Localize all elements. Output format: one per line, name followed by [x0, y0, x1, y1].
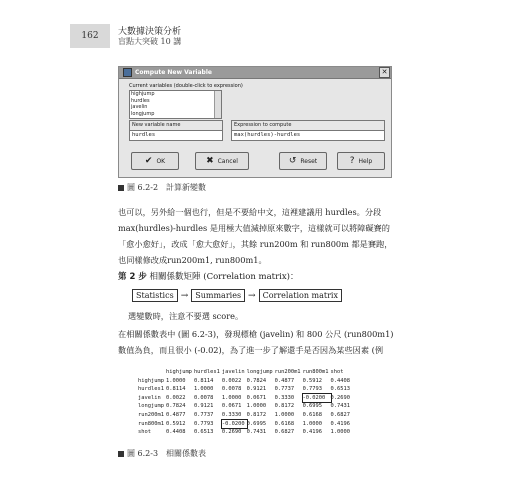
- book-subtitle: 盲點大突破 10 講: [118, 37, 182, 46]
- current-variables-label: Current variables (double-click to expression): [129, 83, 243, 89]
- table-cell: 0.8172: [274, 403, 295, 410]
- table-row: [138, 420, 352, 429]
- highlighted-cell: -0.0200: [303, 394, 331, 403]
- table-cell: 1.0000: [330, 429, 351, 436]
- table-cell: 0.4408: [165, 429, 186, 436]
- table-cell: 0.0022: [221, 377, 242, 384]
- expression-label: Expression to compute: [231, 120, 385, 131]
- table-cell: 0.7793: [193, 420, 214, 427]
- table-cell: 0.7824: [246, 377, 267, 384]
- dialog-title: Compute New Variable: [135, 69, 212, 76]
- table-cell: highjump: [138, 377, 164, 384]
- help-button[interactable]: [337, 152, 385, 170]
- highlighted-cell: -0.0200: [221, 420, 245, 427]
- check-icon: ✔: [144, 156, 153, 166]
- step-label: 第 2 步: [118, 272, 147, 282]
- paragraph: 在相關係數表中 (圖 6.2-3)，發現標槍 (javelin) 和 800 公尺 (run800m1) 數值為負，而且很小 (-0.02)，為了進一步了解還手是否因為某些因素 (例: [118, 329, 394, 355]
- table-cell: 0.9121: [193, 403, 214, 410]
- list-item[interactable]: highjump: [131, 91, 155, 97]
- list-item[interactable]: javelin: [131, 104, 148, 110]
- variables-list[interactable]: [129, 90, 222, 119]
- table-cell: 0.5912: [165, 420, 186, 427]
- table-cell: 1.0000: [221, 394, 242, 401]
- figure-caption-text: 圖 6.2-3 相關係數表: [127, 449, 207, 458]
- compute-new-variable-dialog: [118, 66, 392, 178]
- menu-path: [132, 289, 342, 302]
- scrollbar[interactable]: [214, 91, 221, 118]
- paragraph: 也可以，另外給一個也行，但是不要給中文，這裡建議用 hurdles。分段 max(hurdles)-hurdles 是用極大值減掉原來數字，這樣就可以將障礙賽的「愈小愈好」，改成「愈大愈好」，其餘 run200m 和 run800m 都是賽跑，也同樣修改成run200m1, run800m1。: [118, 207, 393, 265]
- table-cell: 0.7824: [165, 403, 186, 410]
- table-cell: 0.8114: [193, 377, 214, 384]
- new-variable-label: New variable name: [129, 120, 223, 131]
- column-header: highjump: [165, 369, 192, 375]
- table-cell: 0.8114: [165, 386, 186, 393]
- table-cell: 0.8172: [246, 411, 267, 418]
- table-row: [138, 402, 352, 411]
- table-cell: 0.2690: [330, 394, 351, 401]
- table-cell: 0.4196: [302, 429, 323, 436]
- arrow-right-icon: →: [180, 290, 189, 301]
- column-header: run200m1: [274, 369, 301, 375]
- ok-button[interactable]: [131, 152, 179, 170]
- table-cell: 0.6513: [330, 386, 351, 393]
- app-icon: [123, 68, 132, 77]
- help-label: Help: [358, 157, 373, 165]
- cancel-label: Cancel: [217, 157, 238, 165]
- table-cell: 0.4877: [165, 411, 186, 418]
- table-row: [138, 394, 352, 403]
- menu-path-item: Statistics: [132, 289, 178, 302]
- figure-caption-text: 圖 6.2-2 計算新變數: [127, 183, 207, 192]
- reset-label: Reset: [300, 157, 318, 165]
- menu-path-item: Summaries: [191, 289, 245, 302]
- table-cell: 0.6827: [274, 429, 295, 436]
- table-row: [138, 411, 352, 420]
- close-icon[interactable]: ✕: [379, 67, 390, 78]
- table-cell: 0.0671: [246, 394, 267, 401]
- table-cell: 0.6995: [302, 403, 323, 410]
- table-cell: 0.6827: [330, 411, 351, 418]
- column-header: hurdles1: [193, 369, 220, 375]
- table-cell: 0.2690: [221, 429, 242, 436]
- table-cell: 0.0022: [165, 394, 186, 401]
- table-cell: 0.0671: [221, 403, 242, 410]
- table-cell: 1.0000: [302, 420, 323, 427]
- correlation-matrix: [138, 368, 352, 437]
- column-header: shot: [330, 369, 344, 375]
- table-cell: longjump: [138, 403, 164, 410]
- table-cell: 0.7737: [274, 386, 295, 393]
- list-item[interactable]: hurdles: [131, 97, 150, 104]
- table-cell: 0.4408: [330, 377, 351, 384]
- dialog-titlebar: [119, 67, 391, 79]
- list-item[interactable]: longjump: [131, 110, 155, 117]
- table-cell: run200m1: [138, 411, 164, 418]
- ok-label: OK: [156, 157, 166, 165]
- reset-icon: ↺: [288, 156, 297, 166]
- help-icon: ?: [349, 156, 355, 166]
- table-cell: 0.7431: [246, 429, 267, 436]
- figure-caption: [118, 182, 206, 193]
- table-cell: 0.6513: [193, 429, 214, 436]
- table-cell: 1.0000: [193, 386, 214, 393]
- table-cell: 0.7431: [330, 403, 351, 410]
- table-cell: 0.6168: [274, 420, 295, 427]
- page-number: 162: [70, 24, 110, 48]
- table-header-row: [138, 368, 352, 377]
- reset-button[interactable]: [279, 152, 327, 170]
- table-cell: 0.6995: [246, 420, 267, 427]
- table-row: [138, 385, 352, 394]
- table-cell: 0.5912: [302, 377, 323, 384]
- menu-path-item: Correlation matrix: [259, 289, 342, 302]
- column-header: run800m1: [302, 369, 329, 375]
- book-title: 大數據決策分析: [118, 27, 182, 37]
- column-header: javelin: [221, 369, 245, 375]
- table-cell: 0.7793: [302, 386, 323, 393]
- step-heading: [118, 270, 299, 282]
- table-cell: hurdles1: [138, 386, 164, 393]
- step-text: 相關係數矩陣 (Correlation matrix)：: [149, 272, 299, 282]
- table-cell: 0.0078: [221, 386, 242, 393]
- table-cell: shot: [138, 429, 151, 436]
- cross-icon: ✖: [206, 156, 214, 166]
- column-header: longjump: [246, 369, 273, 375]
- table-cell: 1.0000: [165, 377, 186, 384]
- table-cell: 1.0000: [246, 403, 267, 410]
- table-row: [138, 377, 352, 386]
- cancel-button[interactable]: [195, 152, 249, 170]
- table-cell: 0.4877: [274, 377, 295, 384]
- figure-caption: [118, 448, 206, 459]
- table-cell: 0.3330: [221, 411, 242, 418]
- column-header: [138, 368, 166, 377]
- paragraph: 選變數時，注意不要選 score。: [128, 311, 244, 321]
- caption-bullet-icon: [118, 451, 124, 457]
- arrow-right-icon: →: [248, 290, 256, 301]
- table-cell: 1.0000: [274, 411, 295, 418]
- table-cell: javelin: [138, 394, 161, 401]
- table-cell: 0.7737: [193, 411, 214, 418]
- new-variable-input[interactable]: hurdles: [129, 130, 223, 141]
- table-cell: 0.6168: [302, 411, 323, 418]
- caption-bullet-icon: [118, 185, 124, 191]
- table-cell: 0.3330: [274, 394, 295, 401]
- table-cell: run800m1: [138, 420, 164, 427]
- table-cell: 0.9121: [246, 386, 267, 393]
- table-row: [138, 428, 352, 437]
- table-cell: 0.0078: [193, 394, 214, 401]
- table-cell: 0.4196: [330, 420, 351, 427]
- expression-input[interactable]: max(hurdles)-hurdles: [231, 130, 385, 141]
